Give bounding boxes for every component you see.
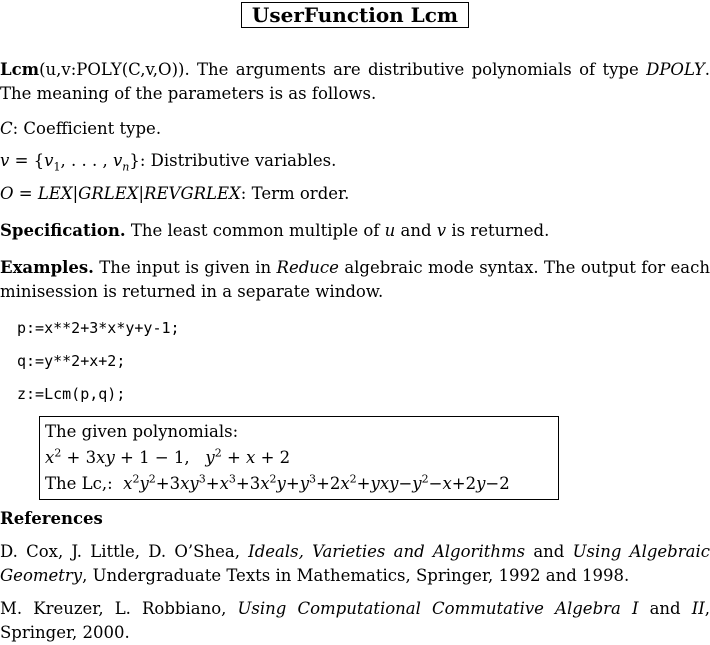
output-window: [39, 416, 559, 500]
page-title: UserFunction Lcm: [241, 2, 469, 28]
code-line-3: z:=Lcm(p,q);: [17, 385, 126, 403]
param-o-expr: O = LEX|GRLEX|REVGRLEX: [0, 184, 241, 203]
spec-text-b: is returned.: [451, 221, 550, 240]
specification-label: Specification.: [0, 221, 126, 240]
references-heading: [0, 507, 710, 531]
examples-text-a: The input is given in: [99, 258, 272, 277]
output-lc-label: The Lc,:: [45, 474, 113, 493]
examples-text-b: algebraic mode syntax. The output for each minisession is returned in a separate window.: [0, 258, 710, 301]
title-wrapper: [0, 2, 710, 32]
ref1-and: and: [533, 542, 565, 561]
type-name: DPOLY: [646, 60, 705, 79]
code-line-1: p:=x**2+3*x*y+y-1;: [17, 319, 180, 337]
output-line-1: The given polynomials:: [45, 422, 239, 441]
param-v-desc: : Distributive variables.: [139, 151, 337, 170]
param-c-desc: : Coefficient type.: [12, 119, 162, 138]
param-c-symbol: C: [0, 119, 13, 138]
ref2-rest: , Springer, 2000.: [0, 599, 710, 642]
reference-2: [0, 597, 710, 645]
spec-u: u: [384, 221, 396, 240]
ref1-title1: Ideals, Varieties and Algorithms: [248, 542, 526, 561]
spec-v: v: [436, 221, 447, 240]
ref2-authors: M. Kreuzer, L. Robbiano,: [0, 599, 227, 618]
examples-label: Examples.: [0, 258, 94, 277]
param-o: [0, 182, 710, 206]
ref2-and: and: [649, 599, 681, 618]
param-v: [0, 149, 710, 173]
param-c: [0, 117, 710, 141]
output-lcm-result: The Lc,: $x^2y^2+3xy^3+x^3+3x^2y+y^3+2x^2+yxy-y^2-x+2y-2$: [45, 472, 510, 493]
examples-paragraph: [0, 256, 710, 304]
ref1-title2: Using Algebraic Geometry: [0, 542, 710, 585]
spec-text-a: The least common multiple of: [130, 221, 380, 240]
code-line-2: q:=y**2+x+2;: [17, 352, 126, 370]
ref1-authors: D. Cox, J. Little, D. O’Shea,: [0, 542, 240, 561]
examples-reduce: Reduce: [276, 258, 339, 277]
ref1-rest: , Undergraduate Texts in Mathematics, Springer, 1992 and 1998.: [82, 565, 630, 585]
function-name: Lcm: [0, 60, 40, 79]
specification-paragraph: [0, 219, 710, 243]
output-polynomials: $x^2 + 3xy + 1 - 1$, $y^2 + x + 2$: [45, 446, 291, 467]
param-v-formula: $v = \{v_1$, . . . , $v_n$}: [0, 151, 140, 174]
signature-text: (u,v:POLY(C,v,O)). The arguments are distributive polynomials of type: [39, 60, 639, 79]
ref2-title2: II: [691, 599, 705, 618]
intro-paragraph: [0, 58, 710, 106]
param-o-desc: : Term order.: [240, 184, 350, 203]
intro-rest: . The meaning of the parameters is as follows.: [0, 60, 710, 103]
ref2-title: Using Computational Commutative Algebra I: [237, 599, 639, 618]
reference-1: [0, 540, 710, 588]
references-heading-text: References: [0, 509, 103, 528]
spec-and: and: [400, 221, 432, 240]
